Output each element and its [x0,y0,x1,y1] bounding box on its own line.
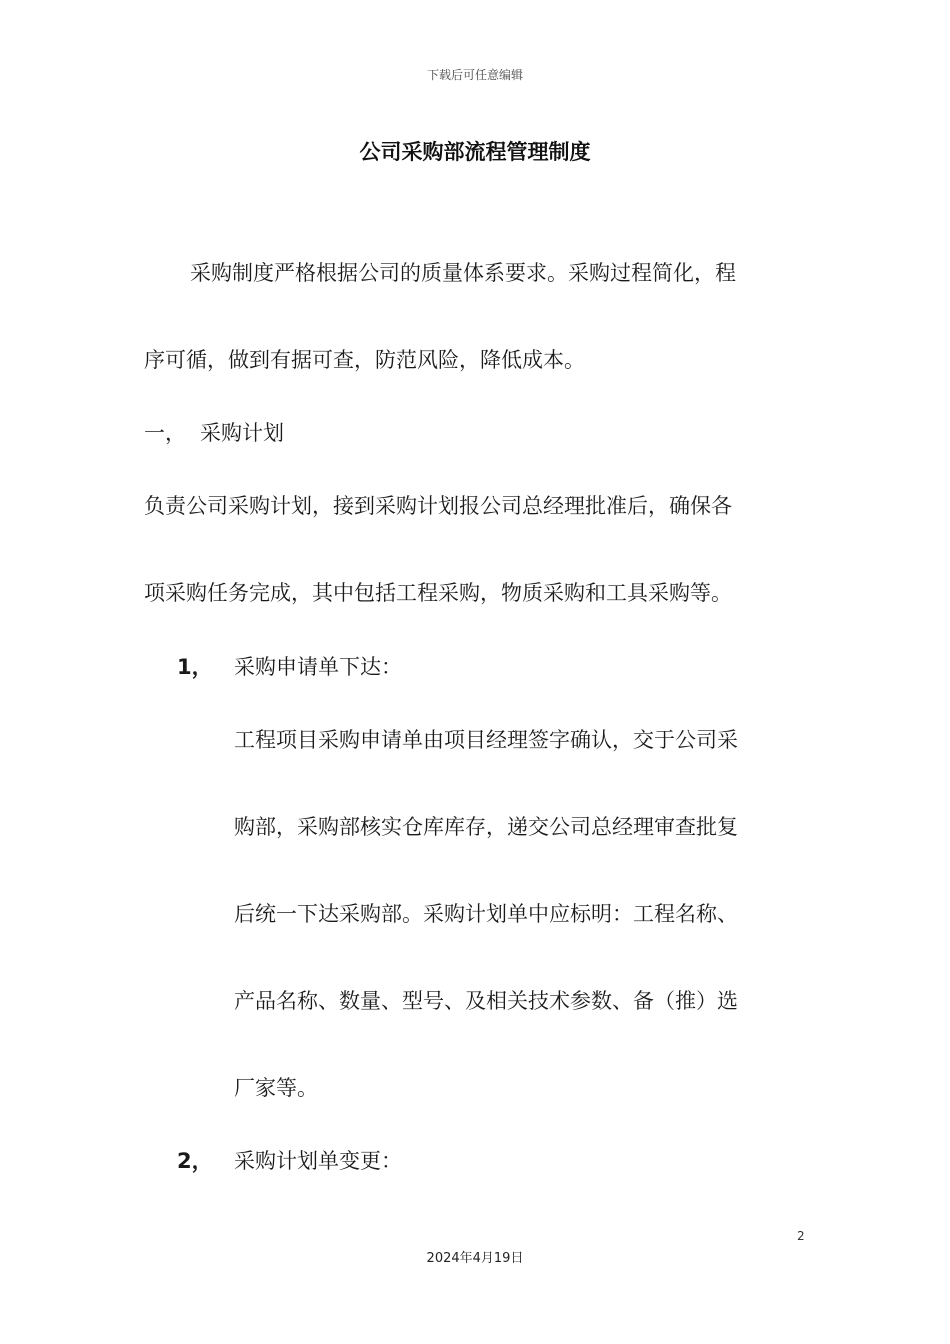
item-1-label: 采购申请单下达： [234,655,402,679]
item-2-label: 采购计划单变更： [234,1149,402,1173]
header-note: 下载后可任意编辑 [426,68,523,82]
item-1-body-line-3: 后统一下达采购部。采购计划单中应标明：工程名称、 [234,902,738,926]
item-2-number: 2， [177,1149,213,1173]
section-heading: 采购计划 [200,421,284,445]
item-1-body-line-2: 购部，采购部核实仓库库存，递交公司总经理审查批复 [234,815,738,839]
item-1-body-line-5: 厂家等。 [234,1076,318,1100]
item-1-body-line-1: 工程项目采购申请单由项目经理签字确认，交于公司采 [234,728,738,752]
section-body-line-1: 负责公司采购计划，接到采购计划报公司总经理批准后，确保各 [144,494,732,518]
item-1-number: 1， [177,655,213,679]
document-title: 公司采购部流程管理制度 [359,140,591,164]
section-body-line-2: 项采购任务完成，其中包括工程采购，物质采购和工具采购等。 [144,581,732,605]
footer-date: 2024年4月19日 [426,1251,524,1266]
section-number: 一， [144,421,186,445]
item-1-body-line-4: 产品名称、数量、型号、及相关技术参数、备（推）选 [234,989,738,1013]
page-number: 2 [797,1229,805,1243]
intro-line-2: 序可循，做到有据可查，防范风险，降低成本。 [144,348,585,372]
intro-line-1: 采购制度严格根据公司的质量体系要求。采购过程简化，程 [190,261,736,285]
